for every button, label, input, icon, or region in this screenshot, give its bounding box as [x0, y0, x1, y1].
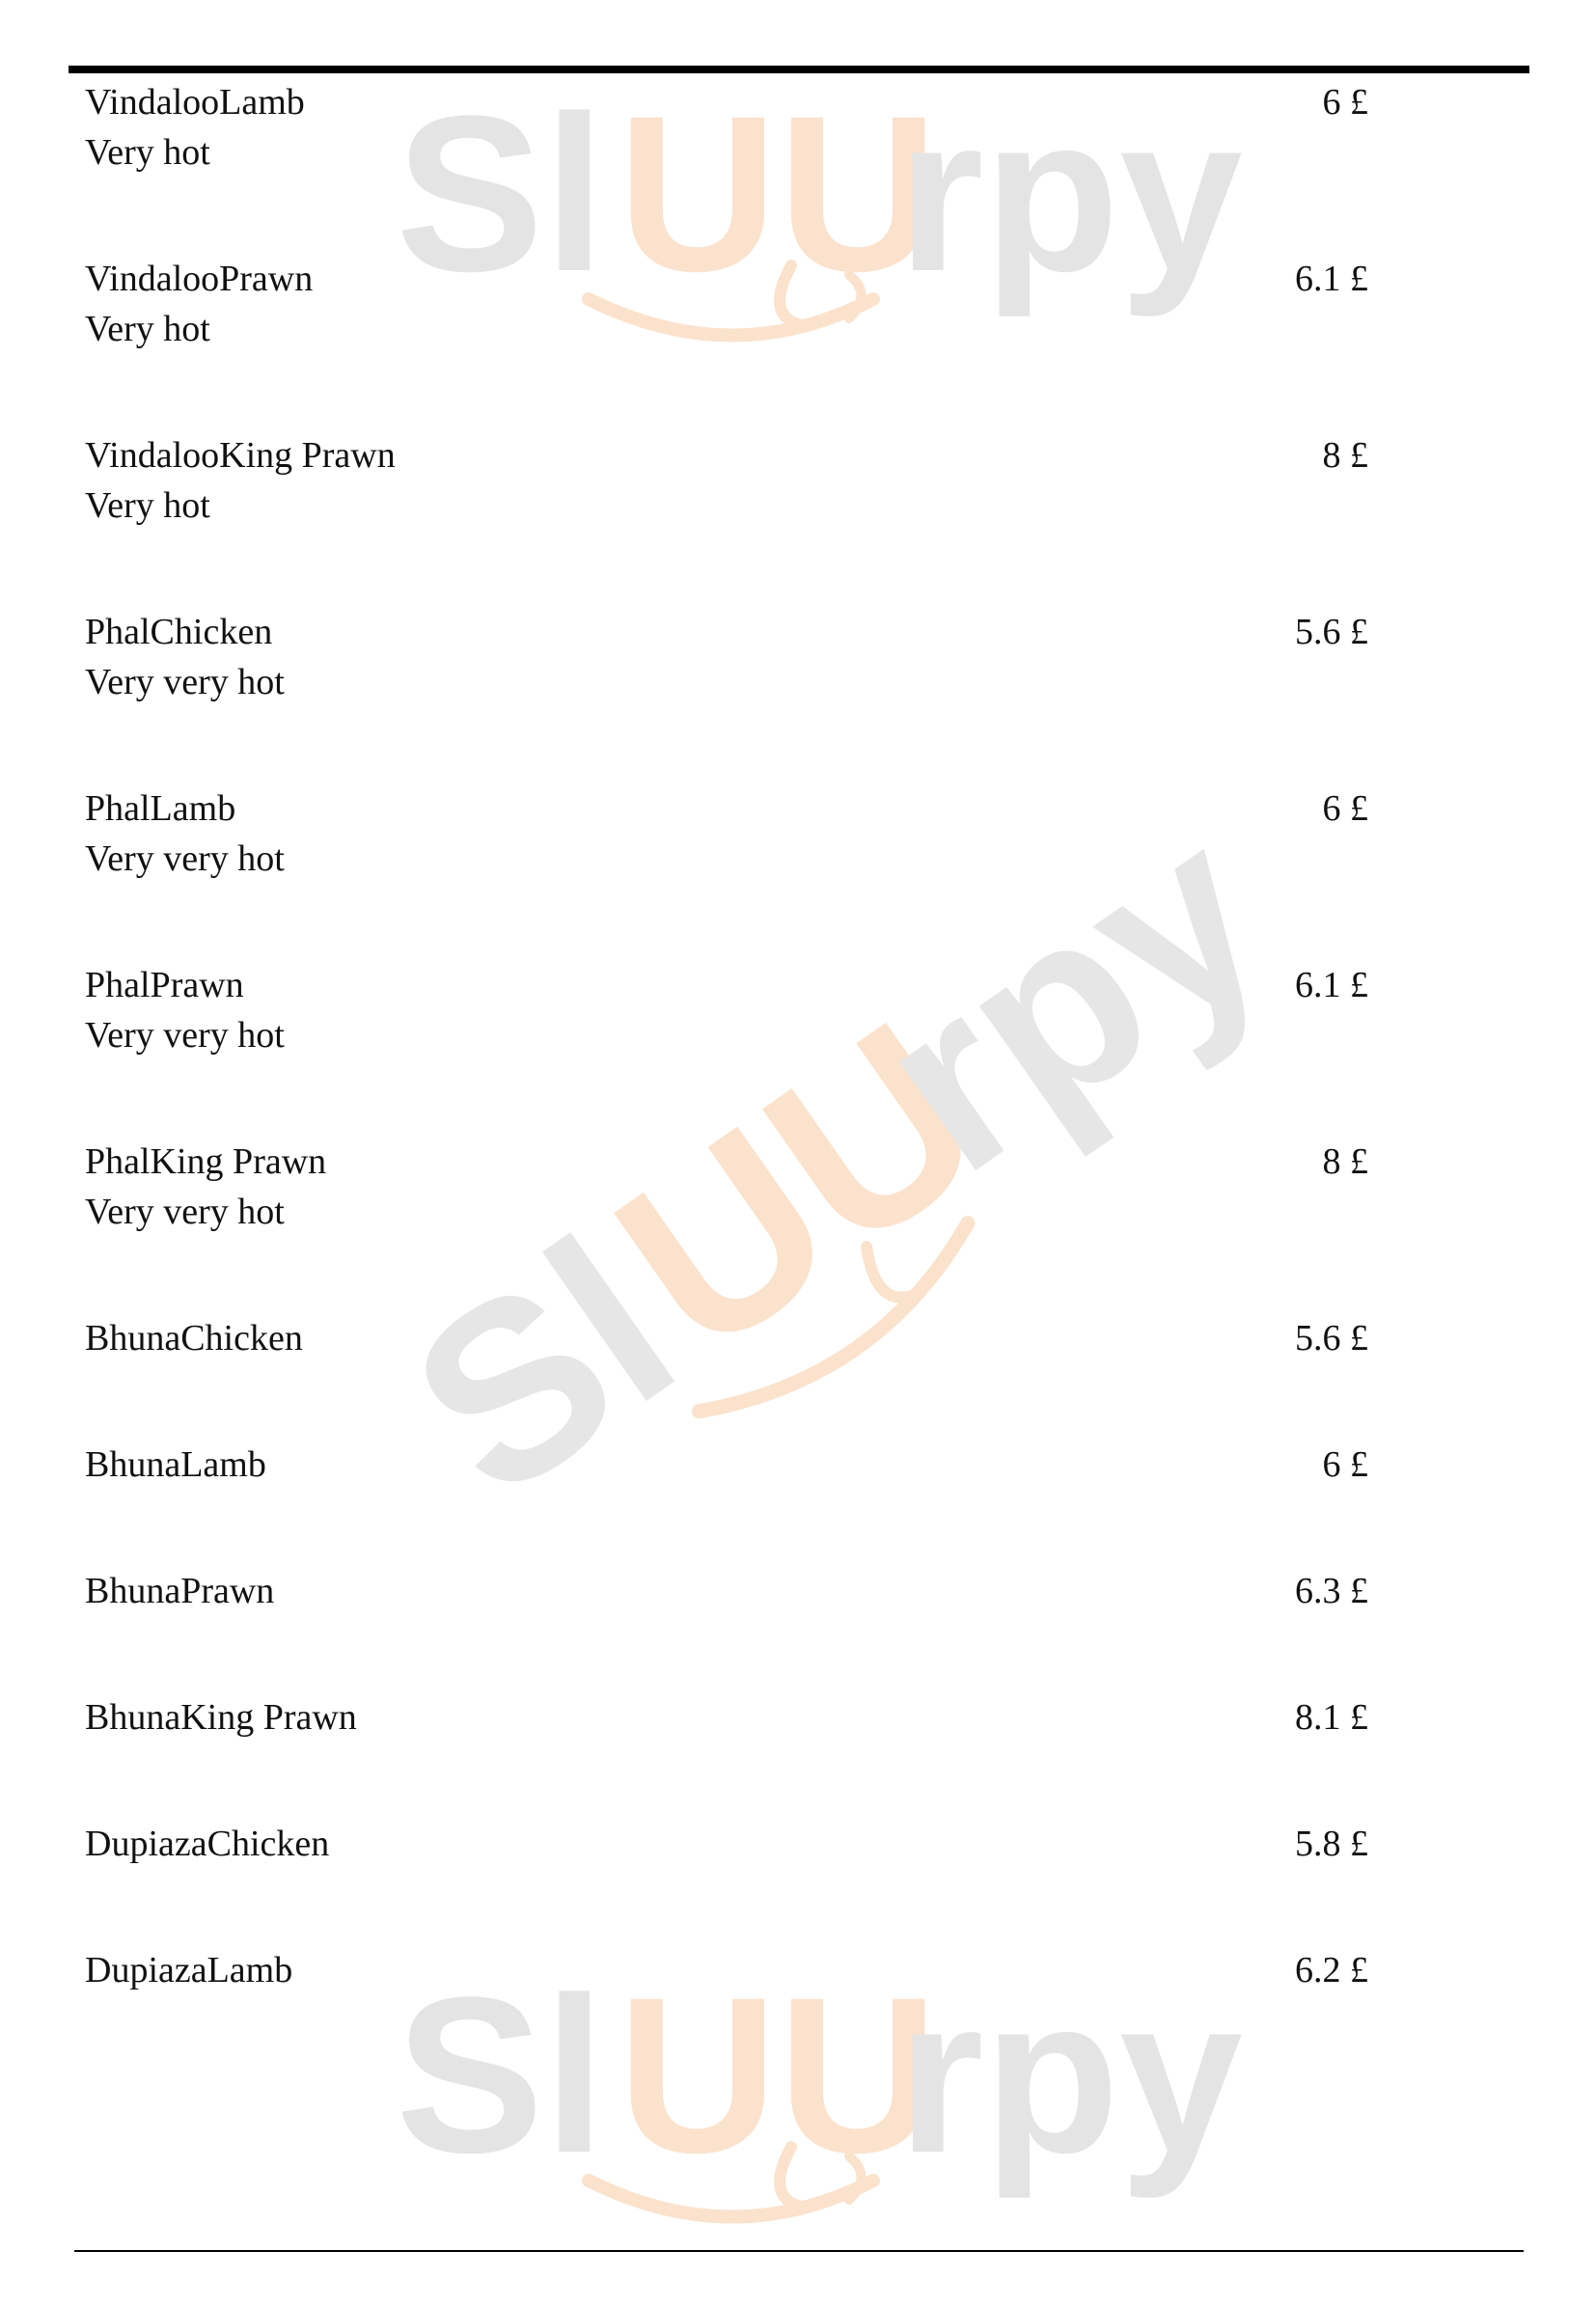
svg-text:rpy: rpy	[897, 1951, 1243, 2199]
item-description: Very hot	[85, 485, 210, 526]
item-price: 6.1 £	[1295, 259, 1368, 299]
item-description: Very very hot	[85, 1015, 285, 1056]
item-name: VindalooPrawn	[85, 259, 314, 299]
item-name: PhalPrawn	[85, 965, 244, 1005]
bottom-rule	[74, 2250, 1524, 2252]
item-description: Very very hot	[85, 838, 285, 879]
item-price: 6 £	[1322, 1444, 1368, 1485]
item-name: VindalooLamb	[85, 82, 305, 123]
item-price: 6.1 £	[1295, 965, 1368, 1005]
item-description: Very hot	[85, 309, 210, 349]
item-price: 8.1 £	[1295, 1697, 1368, 1738]
item-description: Very very hot	[85, 662, 285, 702]
item-name: PhalChicken	[85, 612, 273, 652]
item-name: BhunaLamb	[85, 1444, 266, 1485]
item-price: 5.6 £	[1295, 1318, 1368, 1359]
item-name: VindalooKing Prawn	[85, 435, 396, 476]
svg-text:UU: UU	[618, 1951, 939, 2199]
item-description: Very very hot	[85, 1192, 285, 1232]
item-price: 5.6 £	[1295, 612, 1368, 652]
svg-text:rpy: rpy	[897, 69, 1243, 317]
svg-text:rpy: rpy	[832, 771, 1312, 1225]
item-name: PhalKing Prawn	[85, 1141, 327, 1182]
svg-text:Sl: Sl	[365, 1186, 721, 1551]
item-description: Very hot	[85, 132, 210, 173]
item-price: 5.8 £	[1295, 1824, 1368, 1864]
svg-text:UU: UU	[570, 970, 1029, 1408]
svg-text:Sl: Sl	[396, 1951, 606, 2199]
item-name: BhunaPrawn	[85, 1571, 275, 1611]
svg-text:Sl: Sl	[396, 69, 606, 317]
item-price: 8 £	[1322, 1141, 1368, 1182]
item-price: 6 £	[1322, 788, 1368, 829]
item-name: DupiazaChicken	[85, 1824, 330, 1864]
item-name: DupiazaLamb	[85, 1950, 293, 1990]
item-price: 6 £	[1322, 82, 1368, 123]
top-rule	[69, 66, 1529, 73]
item-price: 6.3 £	[1295, 1571, 1368, 1611]
item-price: 6.2 £	[1295, 1950, 1368, 1990]
svg-text:UU: UU	[618, 69, 939, 317]
item-name: BhunaChicken	[85, 1318, 303, 1359]
item-price: 8 £	[1322, 435, 1368, 476]
item-name: BhunaKing Prawn	[85, 1697, 357, 1738]
item-name: PhalLamb	[85, 788, 236, 829]
